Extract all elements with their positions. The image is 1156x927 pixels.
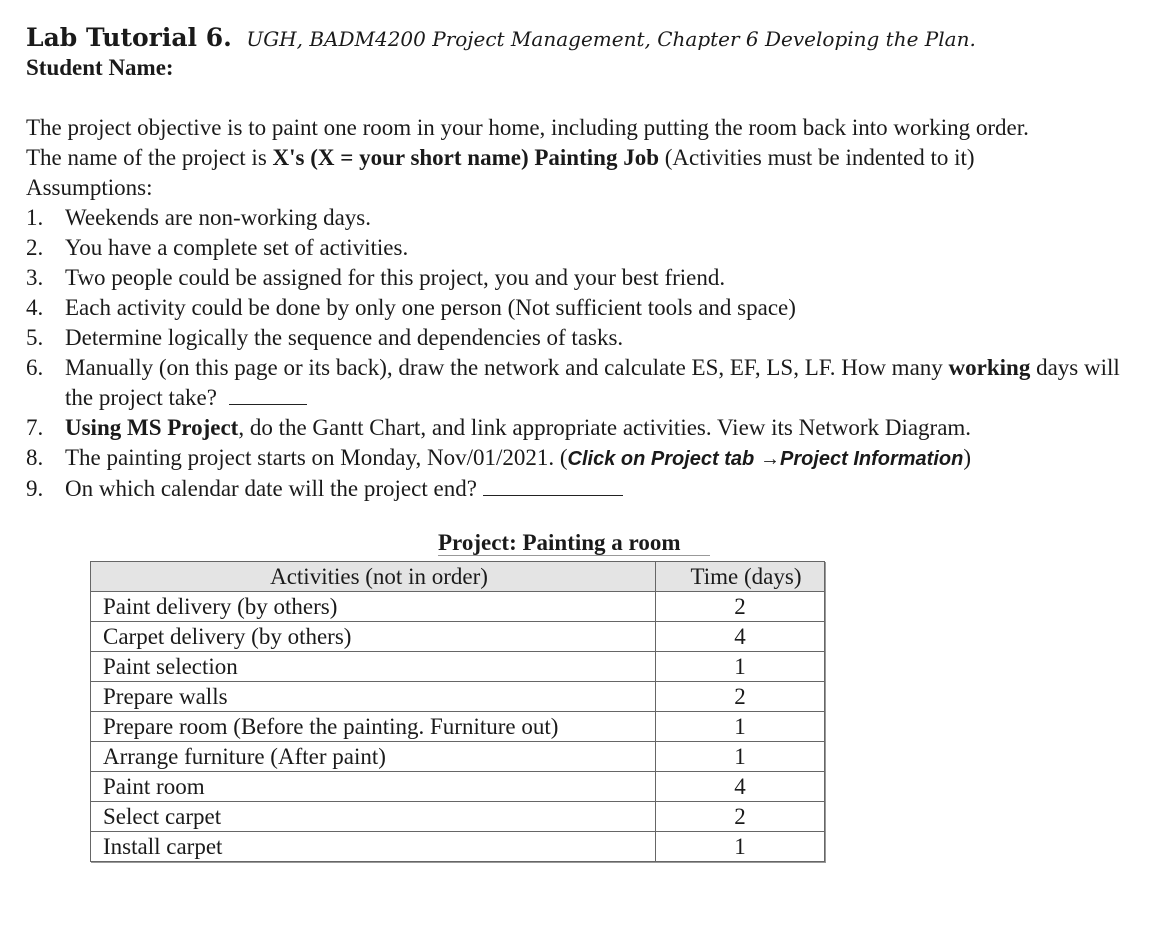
right-arrow-icon: → (759, 448, 780, 470)
list-item: 5. Determine logically the sequence and dependencies of tasks. (26, 325, 624, 350)
lab-title: Lab Tutorial 6. (26, 23, 232, 52)
student-name-label: Student Name: (26, 55, 174, 80)
activities-table (90, 561, 825, 862)
table-row: Arrange furniture (After paint) 1 (91, 742, 825, 772)
table-row: Carpet delivery (by others) 4 (91, 622, 825, 652)
title-line (26, 22, 1136, 55)
project-name-bold: X's (X = your short name) Painting Job (272, 145, 659, 170)
list-item: 4. Each activity could be done by only one person (Not sufficient tools and space) (26, 295, 796, 320)
header-activities: Activities (not in order) (91, 562, 656, 592)
list-item: 2. You have a complete set of activities. (26, 235, 409, 260)
table-header-row (91, 562, 825, 592)
table-row: Paint selection 1 (91, 652, 825, 682)
project-name-line: The name of the project is X's (X = your short name) Painting Job (Activities must be indented to it) (26, 145, 975, 170)
table-row: Paint room 4 (91, 772, 825, 802)
table-row: Select carpet 2 (91, 802, 825, 832)
table-row: Install carpet 1 (91, 832, 825, 862)
list-item: 3. Two people could be assigned for this project, you and your best friend. (26, 265, 726, 290)
table-row: Prepare walls 2 (91, 682, 825, 712)
answer-blank-days[interactable] (229, 386, 307, 405)
table-title: Project: Painting a room (438, 530, 681, 555)
table-row: Prepare room (Before the painting. Furniture out) 1 (91, 712, 825, 742)
list-item: 1. Weekends are non-working days. (26, 205, 371, 230)
table-title-divider (438, 555, 710, 556)
list-item: 7. Using MS Project, do the Gantt Chart, and link appropriate activities. View its Network Diagram. (26, 415, 972, 440)
list-item: 9. On which calendar date will the project end? (26, 474, 1136, 504)
list-item: 8. The painting project starts on Monday, Nov/01/2021. (Click on Project tab →Project Information) (26, 445, 972, 470)
document-page (26, 22, 1136, 504)
objective-text: The project objective is to paint one room in your home, including putting the room back into working order. (26, 115, 1029, 140)
header-time: Time (days) (656, 562, 825, 592)
course-subtitle: UGH, BADM4200 Project Management, Chapter 6 Developing the Plan. (246, 27, 976, 51)
assumptions-label: Assumptions: (26, 175, 153, 200)
answer-blank-end-date[interactable] (483, 477, 623, 496)
assumptions-list (26, 203, 1136, 504)
list-item: 6. Manually (on this page or its back), draw the network and calculate ES, EF, LS, LF. How many working days will the project take? (26, 355, 1120, 410)
table-row: Paint delivery (by others) 2 (91, 592, 825, 622)
